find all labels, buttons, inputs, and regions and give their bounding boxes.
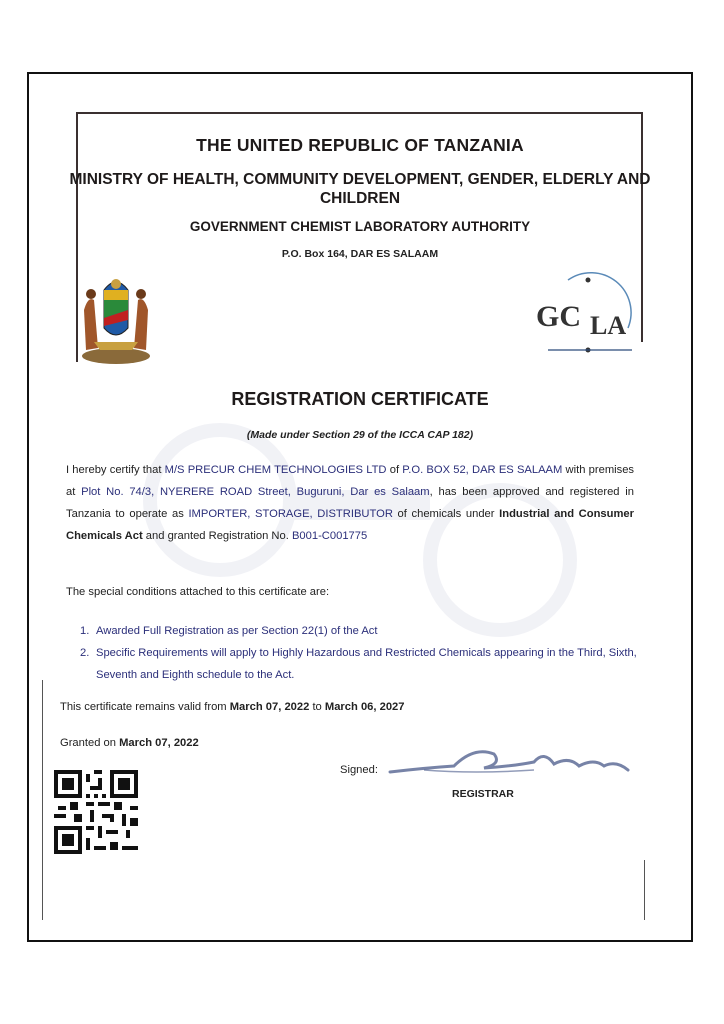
condition-text: Specific Requirements will apply to Highly Hazardous and Restricted Chemicals appearing in the Third, Sixth, Seventh and Eighth schedule to the Act. [96,647,637,681]
certificate-title: REGISTRATION CERTIFICATE [231,389,489,409]
conditions-list [80,620,640,686]
valid-to-date: March 06, 2027 [324,701,405,713]
republic-heading: THE UNITED REPUBLIC OF TANZANIA [196,135,524,155]
condition-text: Awarded Full Registration as per Section 22(1) of the Act [96,625,378,637]
qr-code-icon [54,770,138,854]
condition-number: 2. [80,647,90,659]
inner-border-top [77,112,643,114]
registrar-title: REGISTRAR [452,788,514,800]
signed-label: Signed: [340,764,378,776]
valid-from-date: March 07, 2022 [229,701,310,713]
company-name: M/S PRECUR CHEM TECHNOLOGIES LTD [164,464,387,476]
text-fragment: of chemicals under [392,508,500,520]
coat-of-arms-icon [74,270,158,366]
act-name: Industrial and Consumer Chemicals Act [66,508,634,542]
text-fragment: , has been approved and registered in Tanzania to operate as [66,486,634,520]
inner-border-left-lower [42,680,43,920]
authority-heading: GOVERNMENT CHEMIST LABORATORY AUTHORITY [189,219,531,234]
text-fragment: with premises at [66,464,635,498]
condition-item [80,642,640,686]
registrar-signature [384,736,634,786]
ministry-heading: MINISTRY OF HEALTH, COMMUNITY DEVELOPMENT, GENDER, ELDERLY AND CHILDREN [69,171,651,207]
company-box: P.O. BOX 52, DAR ES SALAAM [402,464,563,476]
svg-text:GC: GC [536,300,581,333]
gcla-logo [528,268,638,358]
certification-paragraph [66,459,634,547]
text-fragment: to [309,701,325,713]
address-line: P.O. Box 164, DAR ES SALAAM [281,248,439,260]
granted-line [60,737,199,749]
certificate-subtitle: (Made under Section 29 of the ICCA CAP 182) [246,429,474,441]
registration-number: B001-C001775 [291,530,368,542]
roles: IMPORTER, STORAGE, DISTRIBUTOR [188,508,393,520]
text-fragment: This certificate remains valid from [60,701,230,713]
text-fragment: Granted on [60,737,120,749]
premises: Plot No. 74/3, NYERERE ROAD Street, Buguruni, Dar es Salaam [81,486,430,498]
conditions-intro: The special conditions attached to this certificate are: [66,586,330,598]
condition-number: 1. [80,625,90,637]
granted-date: March 07, 2022 [119,737,199,749]
condition-item [80,620,640,642]
text-fragment: and granted Registration No. [142,530,292,542]
text-fragment: of [386,464,403,476]
validity-line [60,701,405,713]
inner-border-right-lower [644,860,645,920]
text-fragment: I hereby certify that [66,464,165,476]
svg-text:LA: LA [590,311,627,340]
